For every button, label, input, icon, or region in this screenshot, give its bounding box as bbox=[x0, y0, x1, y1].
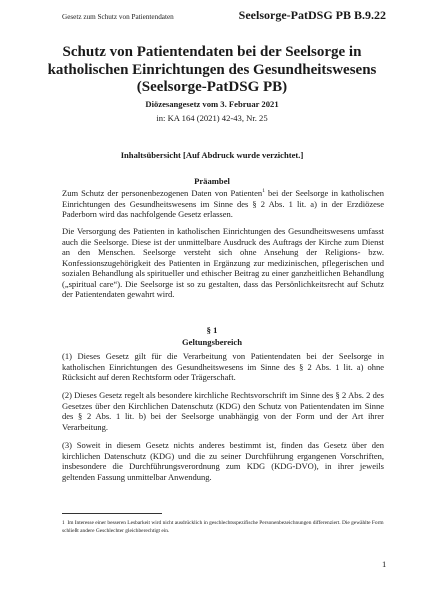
footnote-divider bbox=[62, 513, 162, 514]
table-of-contents-note: Inhaltsübersicht [Auf Abdruck wurde verzichtet.] bbox=[120, 150, 304, 160]
source-reference: in: KA 164 (2021) 42-43, Nr. 25 bbox=[156, 113, 268, 123]
footnote-text: Im Interesse einer besseren Lesbarkeit wird nicht ausdrücklich in geschlechtsspezifische Personenbezeichnungen differenziert. Die gewählte Form schließt andere Geschlechter gleichberechtigt ein. bbox=[62, 520, 384, 534]
running-header-right: Seelsorge-PatDSG PB B.9.22 bbox=[238, 8, 386, 22]
title-line-2: katholischen Einrichtungen des Gesundheitswesens bbox=[47, 61, 377, 78]
section-paragraph-3: (3) Soweit in diesem Gesetz nichts anderes bestimmt ist, finden das Gesetz über den kirchlichen Datenschutz (KDG) und die zu seiner Durchführung ergangenen Vorschriften, insbesondere die Durchführungsverordnung zum KDG (KDG-DVO), in ihrer jeweils geltenden Fassung unmittelbar Anwendung. bbox=[62, 440, 384, 482]
page-number: 1 bbox=[382, 559, 387, 569]
footnote-reference: 1 bbox=[262, 188, 265, 195]
section-heading: Geltungsbereich bbox=[182, 337, 242, 347]
section-paragraph-1: (1) Dieses Gesetz gilt für die Verarbeitung von Patientendaten bei der Seelsorge in katholischen Einrichtungen des Gesundheitswesens im Sinne des § 2 Abs. 1 lit. a) ohne Rücksicht auf deren Rechtsform oder Trägerschaft. bbox=[62, 351, 384, 382]
preamble-text-continued: bei der Seelsorge in katholischen Einrichtungen des Gesundheitswesens im Sinne des § 2 Abs. 1 lit. a) in der Erzdiözese Paderborn wird das nachfolgende Gesetz erlassen. bbox=[62, 188, 385, 219]
title-line-1: Schutz von Patientendaten bei der Seelsorge in bbox=[62, 44, 362, 60]
preamble-text: Zum Schutz der personenbezogenen Daten von Patienten bbox=[62, 188, 263, 198]
preamble-paragraph-1 bbox=[62, 188, 384, 220]
preamble-paragraph-2: Die Versorgung des Patienten in katholischen Einrichtungen des Gesundheitswesens umfasst auch die Seelsorge. Diese ist der unmittelbare Ausdruck des Auftrags der Kirche zum Dienst an den Menschen. Seelsorge versteht sich ohne Ansehung der Religions- bzw. Konfessionszugehörigkeit des Patienten in Ergänzung zur medizinischen, pflegerischen und sozialen Behandlung als spiritueller und ethischer Beitrag zu einer ganzheitlichen Behandlung („spiritual care“). Die Seelsorge ist so zu gestalten, dass das Persönlichkeitsrecht auf Schutz der Patientendaten gewahrt wird. bbox=[62, 226, 384, 299]
section-number: § 1 bbox=[206, 325, 218, 335]
section-paragraph-2: (2) Dieses Gesetz regelt als besondere kirchliche Rechtsvorschrift im Sinne des § 2 Abs. 2 des Gesetzes über den Kirchlichen Datenschutz (KDG) den Schutz von Patientendaten im Sinne des § 2 Abs. 1 lit. b) bei der Seelsorge unabhängig von der Form und der Art ihrer Verarbeitung. bbox=[62, 390, 384, 432]
running-header-left: Gesetz zum Schutz von Patientendaten bbox=[62, 13, 174, 21]
document-title bbox=[0, 44, 424, 97]
decree-date: Diözesangesetz vom 3. Februar 2021 bbox=[145, 99, 279, 109]
title-line-3: (Seelsorge-PatDSG PB) bbox=[136, 79, 288, 95]
footnote bbox=[62, 519, 392, 535]
footnote-marker: 1 bbox=[62, 520, 65, 526]
preamble-heading: Präambel bbox=[194, 176, 230, 186]
